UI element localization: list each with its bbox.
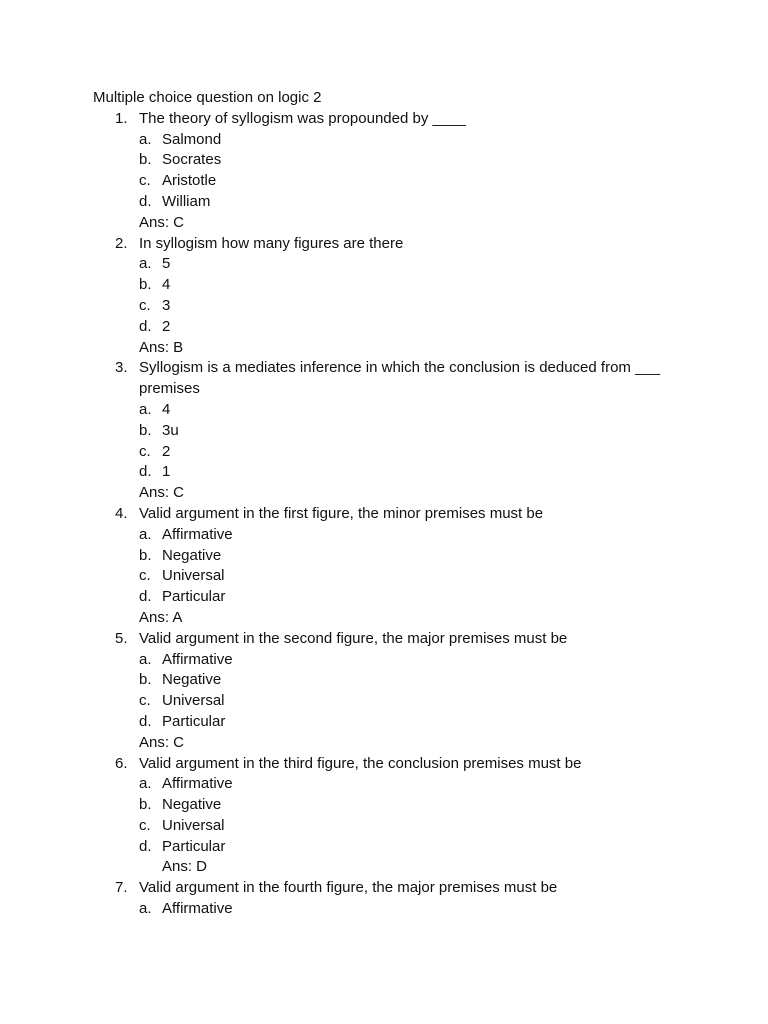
option-text: Salmond xyxy=(162,130,222,148)
question-1 xyxy=(93,109,693,234)
option-text: Affirmative xyxy=(162,650,233,668)
option-letter: a. xyxy=(139,525,152,543)
option-d xyxy=(139,712,693,733)
option-c xyxy=(139,816,693,837)
option-text: Affirmative xyxy=(162,900,233,918)
option-letter: d. xyxy=(139,837,152,855)
option-c xyxy=(139,566,693,587)
option-letter: c. xyxy=(139,296,151,314)
option-text: Negative xyxy=(162,671,222,689)
question-number: 6. xyxy=(115,754,128,772)
answer-text: Ans: A xyxy=(139,608,183,626)
option-c xyxy=(139,691,693,712)
option-text: Particular xyxy=(162,588,226,606)
option-d xyxy=(139,837,693,858)
option-letter: b. xyxy=(139,151,152,169)
question-text: Syllogism is a mediates inference in which the conclusion is deduced from ___ premises xyxy=(139,359,661,398)
option-letter: b. xyxy=(139,546,152,564)
option-text: 3 xyxy=(162,296,171,314)
option-letter: b. xyxy=(139,421,152,439)
option-d xyxy=(139,317,693,338)
option-b xyxy=(139,275,693,296)
option-d xyxy=(139,587,693,608)
document-body xyxy=(93,88,693,920)
options-list xyxy=(139,254,693,337)
question-number: 5. xyxy=(115,629,128,647)
option-text: 2 xyxy=(162,317,171,335)
answer-text: Ans: C xyxy=(139,484,185,502)
option-text: 1 xyxy=(162,463,171,481)
option-a xyxy=(139,650,693,671)
answer-text: Ans: D xyxy=(162,858,208,876)
option-letter: b. xyxy=(139,796,152,814)
question-number: 1. xyxy=(115,109,128,127)
option-letter: c. xyxy=(139,172,151,190)
question-text: The theory of syllogism was propounded by ____ xyxy=(139,109,466,127)
option-letter: b. xyxy=(139,276,152,294)
option-text: Affirmative xyxy=(162,775,233,793)
question-text: Valid argument in the third figure, the conclusion premises must be xyxy=(139,754,582,772)
option-letter: d. xyxy=(139,463,152,481)
option-b xyxy=(139,150,693,171)
question-6 xyxy=(93,754,693,879)
question-number: 3. xyxy=(115,359,128,377)
document-title: Multiple choice question on logic 2 xyxy=(93,89,322,106)
option-text: Negative xyxy=(162,796,222,814)
option-text: Particular xyxy=(162,837,226,855)
option-c xyxy=(139,296,693,317)
option-letter: d. xyxy=(139,712,152,730)
option-text: Affirmative xyxy=(162,525,233,543)
option-d xyxy=(139,462,693,483)
question-2 xyxy=(93,234,693,359)
answer-text: Ans: C xyxy=(139,213,185,231)
option-a xyxy=(139,130,693,151)
option-text: 4 xyxy=(162,276,171,294)
option-text: 5 xyxy=(162,255,171,273)
option-b xyxy=(139,546,693,567)
option-letter: c. xyxy=(139,567,151,585)
option-text: Universal xyxy=(162,692,225,710)
question-text: In syllogism how many figures are there xyxy=(139,234,404,252)
question-number: 4. xyxy=(115,504,128,522)
option-letter: a. xyxy=(139,130,152,148)
option-a xyxy=(139,525,693,546)
option-a xyxy=(139,254,693,275)
question-text: Valid argument in the first figure, the minor premises must be xyxy=(139,504,544,522)
option-text: Aristotle xyxy=(162,172,217,190)
question-4 xyxy=(93,504,693,629)
option-letter: d. xyxy=(139,317,152,335)
option-text: 3u xyxy=(162,421,179,439)
option-text: Universal xyxy=(162,567,225,585)
option-letter: c. xyxy=(139,442,151,460)
question-text: Valid argument in the second figure, the major premises must be xyxy=(139,629,568,647)
question-number: 7. xyxy=(115,879,128,897)
question-number: 2. xyxy=(115,234,128,252)
question-3 xyxy=(93,358,693,504)
option-a xyxy=(139,899,693,920)
option-a xyxy=(139,400,693,421)
option-text: Particular xyxy=(162,712,226,730)
options-list xyxy=(139,130,693,213)
option-text: Negative xyxy=(162,546,222,564)
option-letter: a. xyxy=(139,900,152,918)
option-b xyxy=(139,670,693,691)
option-letter: a. xyxy=(139,255,152,273)
option-letter: b. xyxy=(139,671,152,689)
option-text: Socrates xyxy=(162,151,222,169)
options-list xyxy=(139,525,693,608)
option-text: William xyxy=(162,192,211,210)
option-letter: a. xyxy=(139,400,152,418)
option-letter: c. xyxy=(139,816,151,834)
question-5 xyxy=(93,629,693,754)
option-text: 2 xyxy=(162,442,171,460)
answer-text: Ans: B xyxy=(139,338,184,356)
option-text: 4 xyxy=(162,400,171,418)
option-b xyxy=(139,421,693,442)
option-d xyxy=(139,192,693,213)
option-c xyxy=(139,442,693,463)
option-a xyxy=(139,774,693,795)
question-text: Valid argument in the fourth figure, the major premises must be xyxy=(139,879,558,897)
options-list xyxy=(139,400,693,483)
options-list xyxy=(139,899,693,920)
options-list xyxy=(139,774,693,857)
answer-text: Ans: C xyxy=(139,733,185,751)
option-letter: a. xyxy=(139,650,152,668)
question-7 xyxy=(93,878,693,920)
option-letter: d. xyxy=(139,588,152,606)
option-b xyxy=(139,795,693,816)
options-list xyxy=(139,650,693,733)
option-letter: c. xyxy=(139,692,151,710)
option-letter: a. xyxy=(139,775,152,793)
option-letter: d. xyxy=(139,192,152,210)
option-text: Universal xyxy=(162,816,225,834)
option-c xyxy=(139,171,693,192)
